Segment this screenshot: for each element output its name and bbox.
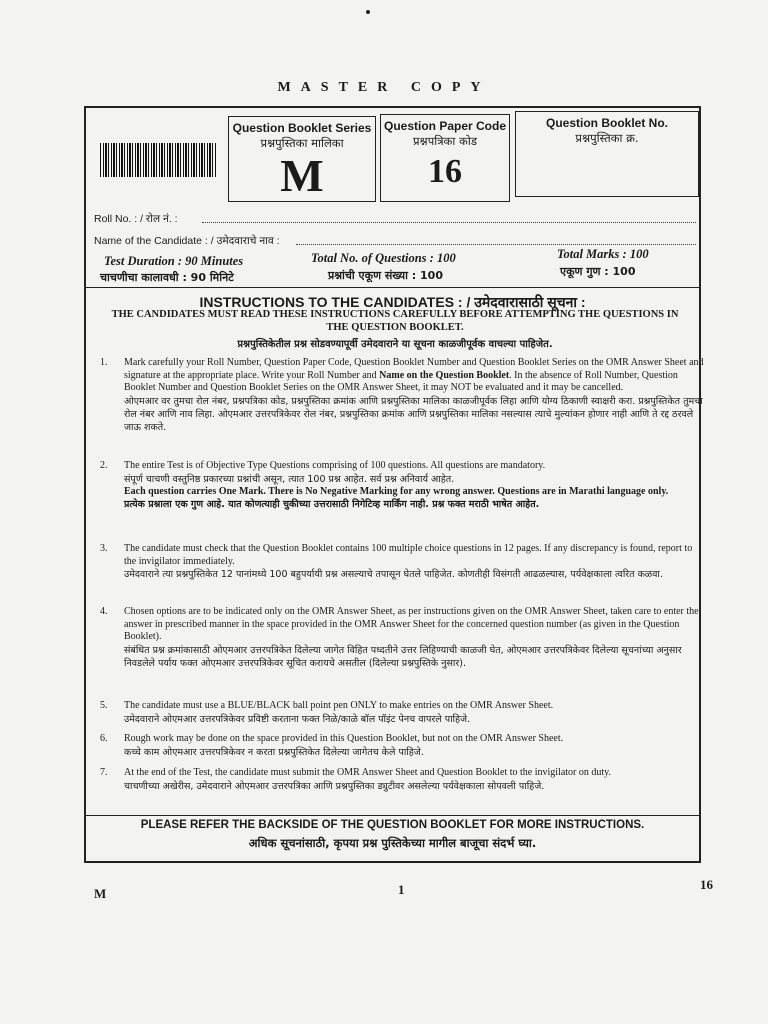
paper-code-label-mr: प्रश्नपत्रिका कोड (413, 134, 477, 148)
series-box (228, 116, 376, 202)
paper-code-value: 16 (428, 153, 462, 190)
item-text-mr: संपूर्ण चाचणी वस्तुनिष्ठ प्रकारच्या प्रश्नांची असून, त्यात 100 प्रश्न आहेत. सर्व प्रश्न अनिवार्य आहेत. (124, 473, 455, 485)
candidate-name-line[interactable] (296, 244, 696, 245)
stray-dot (366, 10, 370, 14)
item-text-en (124, 357, 704, 395)
item-text-mr-bold: प्रत्येक प्रश्नाला एक गुण आहे. यात कोणत्याही चुकीच्या उत्तरासाठी निगेटिव्ह मार्किंग नाही. प्रश्न फक्त मराठी भाषेत आहेत. (124, 499, 540, 510)
item-number: 7. (100, 767, 108, 778)
item-text-en: The candidate must check that the Question Booklet contains 100 multiple choice questions in 12 pages. If any discrepancy is found, report to the invigilator immediately. (124, 543, 693, 567)
instruction-item-2 (100, 460, 704, 511)
instruction-item-4 (100, 606, 704, 670)
roll-no-label: Roll No. : / रोल नं. : (94, 213, 178, 225)
booklet-no-box (515, 111, 699, 197)
test-duration-en: Test Duration : 90 Minutes (104, 254, 244, 268)
item-text-en: The entire Test is of Objective Type Questions comprising of 100 questions. All questions are mandatory. (124, 460, 546, 471)
item-text-mr: उमेदवाराने त्या प्रश्नपुस्तिकेत 12 पानांमध्ये 100 बहुपर्यायी प्रश्न असल्याचे तपासून घेतले पाहिजेत. कोणतीही विसंगती आढळल्यास, पर्यवेक्षकाला त्वरित कळवा. (124, 569, 663, 580)
item-text-mr: चाचणीच्या अखेरीस, उमेदवाराने ओएमआर उत्तरपत्रिका आणि प्रश्नपुस्तिका ड्युटीवर असलेल्या पर्यवेक्षकाला सोपवली पाहिजे. (124, 780, 545, 792)
instruction-item-1 (100, 357, 704, 434)
footer-paper-code: 16 (700, 877, 713, 892)
roll-no-line[interactable] (202, 222, 696, 223)
paper-code-label-en: Question Paper Code (383, 119, 507, 133)
page-title: MASTER COPY (277, 80, 491, 95)
must-read-mr: प्रश्नपुस्तिकेतील प्रश्न सोडवण्यापूर्वी उमेदवाराने या सूचना काळजीपूर्वक वाचल्या पाहिजेत. (237, 339, 553, 350)
instruction-item-6 (100, 733, 704, 759)
item-text-en: Rough work may be done on the space provided in this Question Booklet, but not on the OMR Answer Sheet. (124, 733, 564, 744)
item-text-mr: संबंधित प्रश्न क्रमांकासाठी ओएमआर उत्तरपत्रिकेत दिलेल्या जागेत विहित पध्दतीने उत्तर लिहिण्याची काळजी घेत, ओएमआर उत्तरपत्रिकेवर दिलेल्या सूचनांच्या अनुसार निवडलेले पर्याय फक्त ओएमआर उत्तरपत्रिकेवर सूचित करायचे असतील (दिलेल्या प्रश्नपुस्तिके नुसार). (124, 644, 682, 669)
item-text-en-part: . In the absence of Roll Number, Question Booklet Number and Question Booklet Series on the OMR Answer Sheet, it may NOT be evaluated and it may be cancelled. (124, 369, 678, 393)
item-number: 6. (100, 733, 108, 744)
separator-line (86, 287, 699, 288)
instructions-title: INSTRUCTIONS TO THE CANDIDATES : / उमेदवारासाठी सूचना : (199, 294, 586, 310)
item-text-en: The candidate must use a BLUE/BLACK ball point pen ONLY to make entries on the OMR Answer Sheet. (124, 700, 554, 711)
test-duration-mr: चाचणीचा कालावधी : 90 मिनिटे (100, 271, 234, 284)
total-marks-en: Total Marks : 100 (557, 247, 649, 261)
series-label-mr: प्रश्नपुस्तिका मालिका (260, 136, 344, 150)
series-value: M (280, 150, 324, 201)
refer-backside-en: PLEASE REFER THE BACKSIDE OF THE QUESTION BOOKLET FOR MORE INSTRUCTIONS. (140, 819, 645, 831)
item-text-en-bold: Name on the Question Booklet (379, 369, 510, 381)
item-text-mr: कच्चे काम ओएमआर उत्तरपत्रिकेवर न करता प्रश्नपुस्तिकेत दिलेल्या जागेतच केले पाहिजे. (124, 746, 424, 758)
total-questions-mr: प्रश्नांची एकूण संख्या : 100 (328, 269, 443, 282)
total-questions-en: Total No. of Questions : 100 (311, 251, 456, 265)
item-number: 5. (100, 700, 108, 711)
item-text-mr: ओएमआर वर तुमचा रोल नंबर, प्रश्नपत्रिका कोड, प्रश्नपुस्तिका क्रमांक आणि प्रश्नपुस्तिका मालिका काळजीपूर्वक लिहा आणि योग्य ठिकाणी स्वाक्षरी करा. प्रश्नपुस्तिकेत तुमचा रोल नंबर आणि नाव लिहा. ओएमआर उत्तरपत्रिकेवर रोल नंबर, प्रश्नपुस्तिका क्रमांक आणि प्रश्नपुस्तिका मालिका नसल्यास त्याचे मुल्यांकन होणार नाही आणि ते रद्द ठरवले जाऊ शकते. (124, 395, 703, 433)
instruction-item-3 (100, 543, 704, 581)
item-number: 1. (100, 357, 108, 368)
item-number: 4. (100, 606, 108, 617)
instruction-item-7 (100, 767, 704, 793)
barcode (100, 143, 216, 177)
item-text-en-part: Mark carefully your Roll Number, Question Paper Code, Question Booklet Number and Question Booklet Series on the OMR Answer Sheet and signature at the appropriate place. Write your Roll Number and (124, 357, 704, 381)
item-text-en-bold: Each question carries One Mark. There is No Negative Marking for any wrong answer. Questions are in Marathi language only. (124, 485, 669, 497)
item-text-en: At the end of the Test, the candidate must submit the OMR Answer Sheet and Question Booklet to the invigilator on duty. (124, 767, 612, 778)
page-number: 1 (398, 882, 405, 897)
paper-code-box (380, 114, 510, 202)
footer-series: M (94, 886, 107, 901)
item-text-mr: उमेदवाराने ओएमआर उत्तरपत्रिकेवर प्रविष्टी करताना फक्त निळे/काळे बॉल पॉइंट पेनच वापरले पाहिजे. (124, 713, 471, 725)
booklet-no-label-en: Question Booklet No. (545, 116, 668, 130)
booklet-no-label-mr: प्रश्नपुस्तिका क्र. (575, 131, 639, 145)
instruction-item-5 (100, 700, 704, 726)
item-text-en: Chosen options are to be indicated only on the OMR Answer Sheet, as per instructions given on the OMR Answer Sheet, taken care to enter the answer in prescribed manner in the space provided in the OMR Answer Sheet for the concerned question number (as given in the Question Booklet). (124, 606, 699, 642)
candidate-name-label: Name of the Candidate : / उमेदवाराचे नाव : (94, 235, 280, 247)
item-number: 2. (100, 460, 108, 471)
refer-backside-mr: अधिक सूचनांसाठी, कृपया प्रश्न पुस्तिकेच्या मागील बाजूचा संदर्भ घ्या. (248, 836, 537, 850)
item-number: 3. (100, 543, 108, 554)
total-marks-mr: एकूण गुण : 100 (560, 265, 636, 278)
series-label-en: Question Booklet Series (232, 121, 372, 135)
must-read-en: THE CANDIDATES MUST READ THESE INSTRUCTIONS CAREFULLY BEFORE ATTEMPTING THE QUESTIONS IN THE QUESTION BOOKLET. (111, 309, 679, 333)
